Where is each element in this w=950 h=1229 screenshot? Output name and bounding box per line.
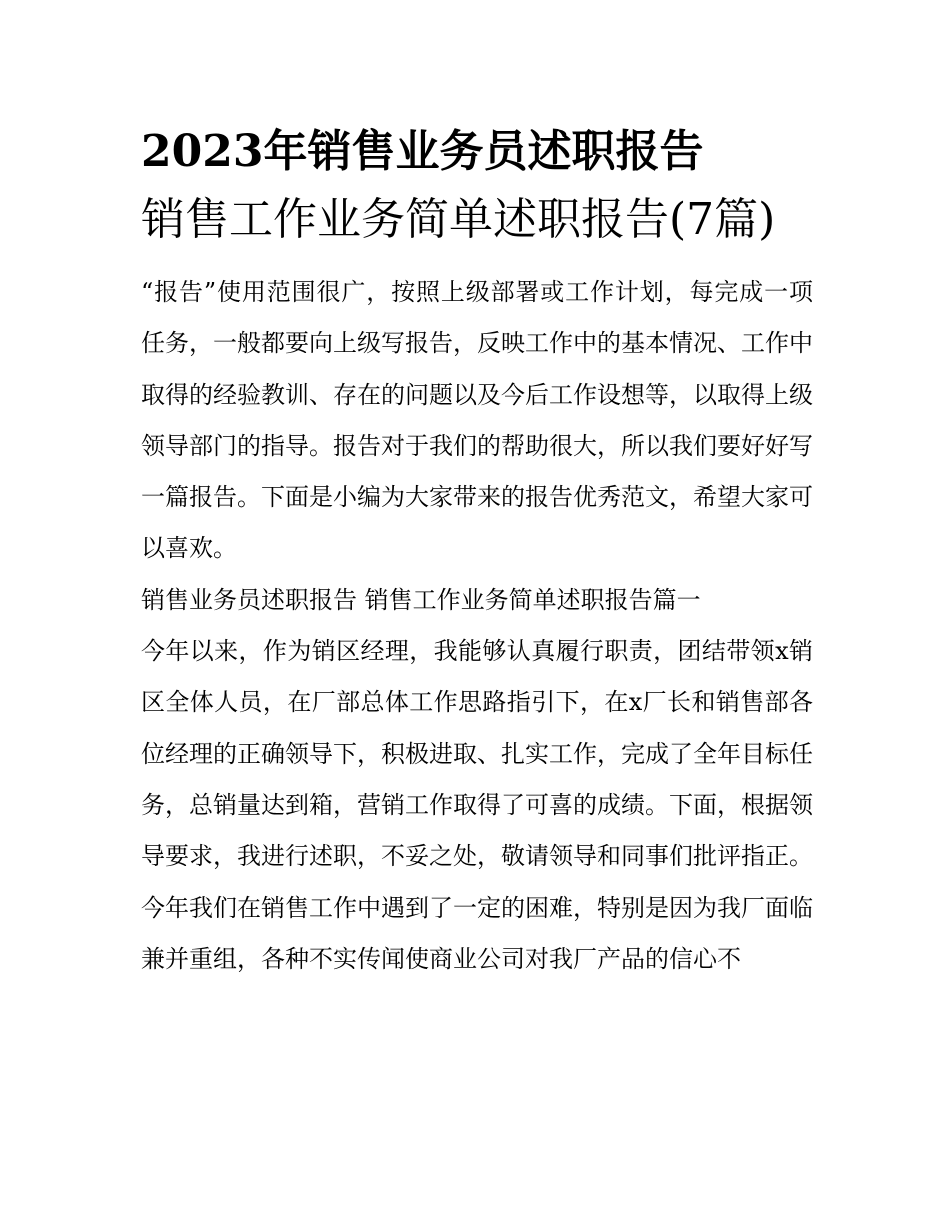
document-title: [141, 118, 813, 254]
title-line-2: 销售工作业务简单述职报告(7篇): [141, 194, 776, 245]
document-page: [141, 118, 813, 985]
section-heading: 销售业务员述职报告 销售工作业务简单述职报告篇一: [141, 585, 701, 614]
document-body: [141, 267, 813, 985]
body-paragraph: 今年以来，作为销区经理，我能够认真履行职责，团结带领x销区全体人员，在厂部总体工作思路指引下，在x厂长和销售部各位经理的正确领导下，积极进取、扎实工作，完成了全年目标任务，总销量达到箱，营销工作取得了可喜的成绩。下面，根据领导要求，我进行述职，不妥之处，敬请领导和同事们批评指正。: [141, 637, 813, 871]
body-paragraph: 今年我们在销售工作中遇到了一定的困难，特别是因为我厂面临兼并重组，各种不实传闻使商业公司对我厂产品的信心不: [141, 893, 813, 973]
title-line-1: 2023年销售业务员述职报告: [141, 126, 704, 177]
intro-paragraph: “报告”使用范围很广，按照上级部署或工作计划，每完成一项任务，一般都要向上级写报告，反映工作中的基本情况、工作中取得的经验教训、存在的问题以及今后工作设想等，以取得上级领导部门的指导。报告对于我们的帮助很大，所以我们要好好写一篇报告。下面是小编为大家带来的报告优秀范文，希望大家可以喜欢。: [141, 278, 813, 563]
